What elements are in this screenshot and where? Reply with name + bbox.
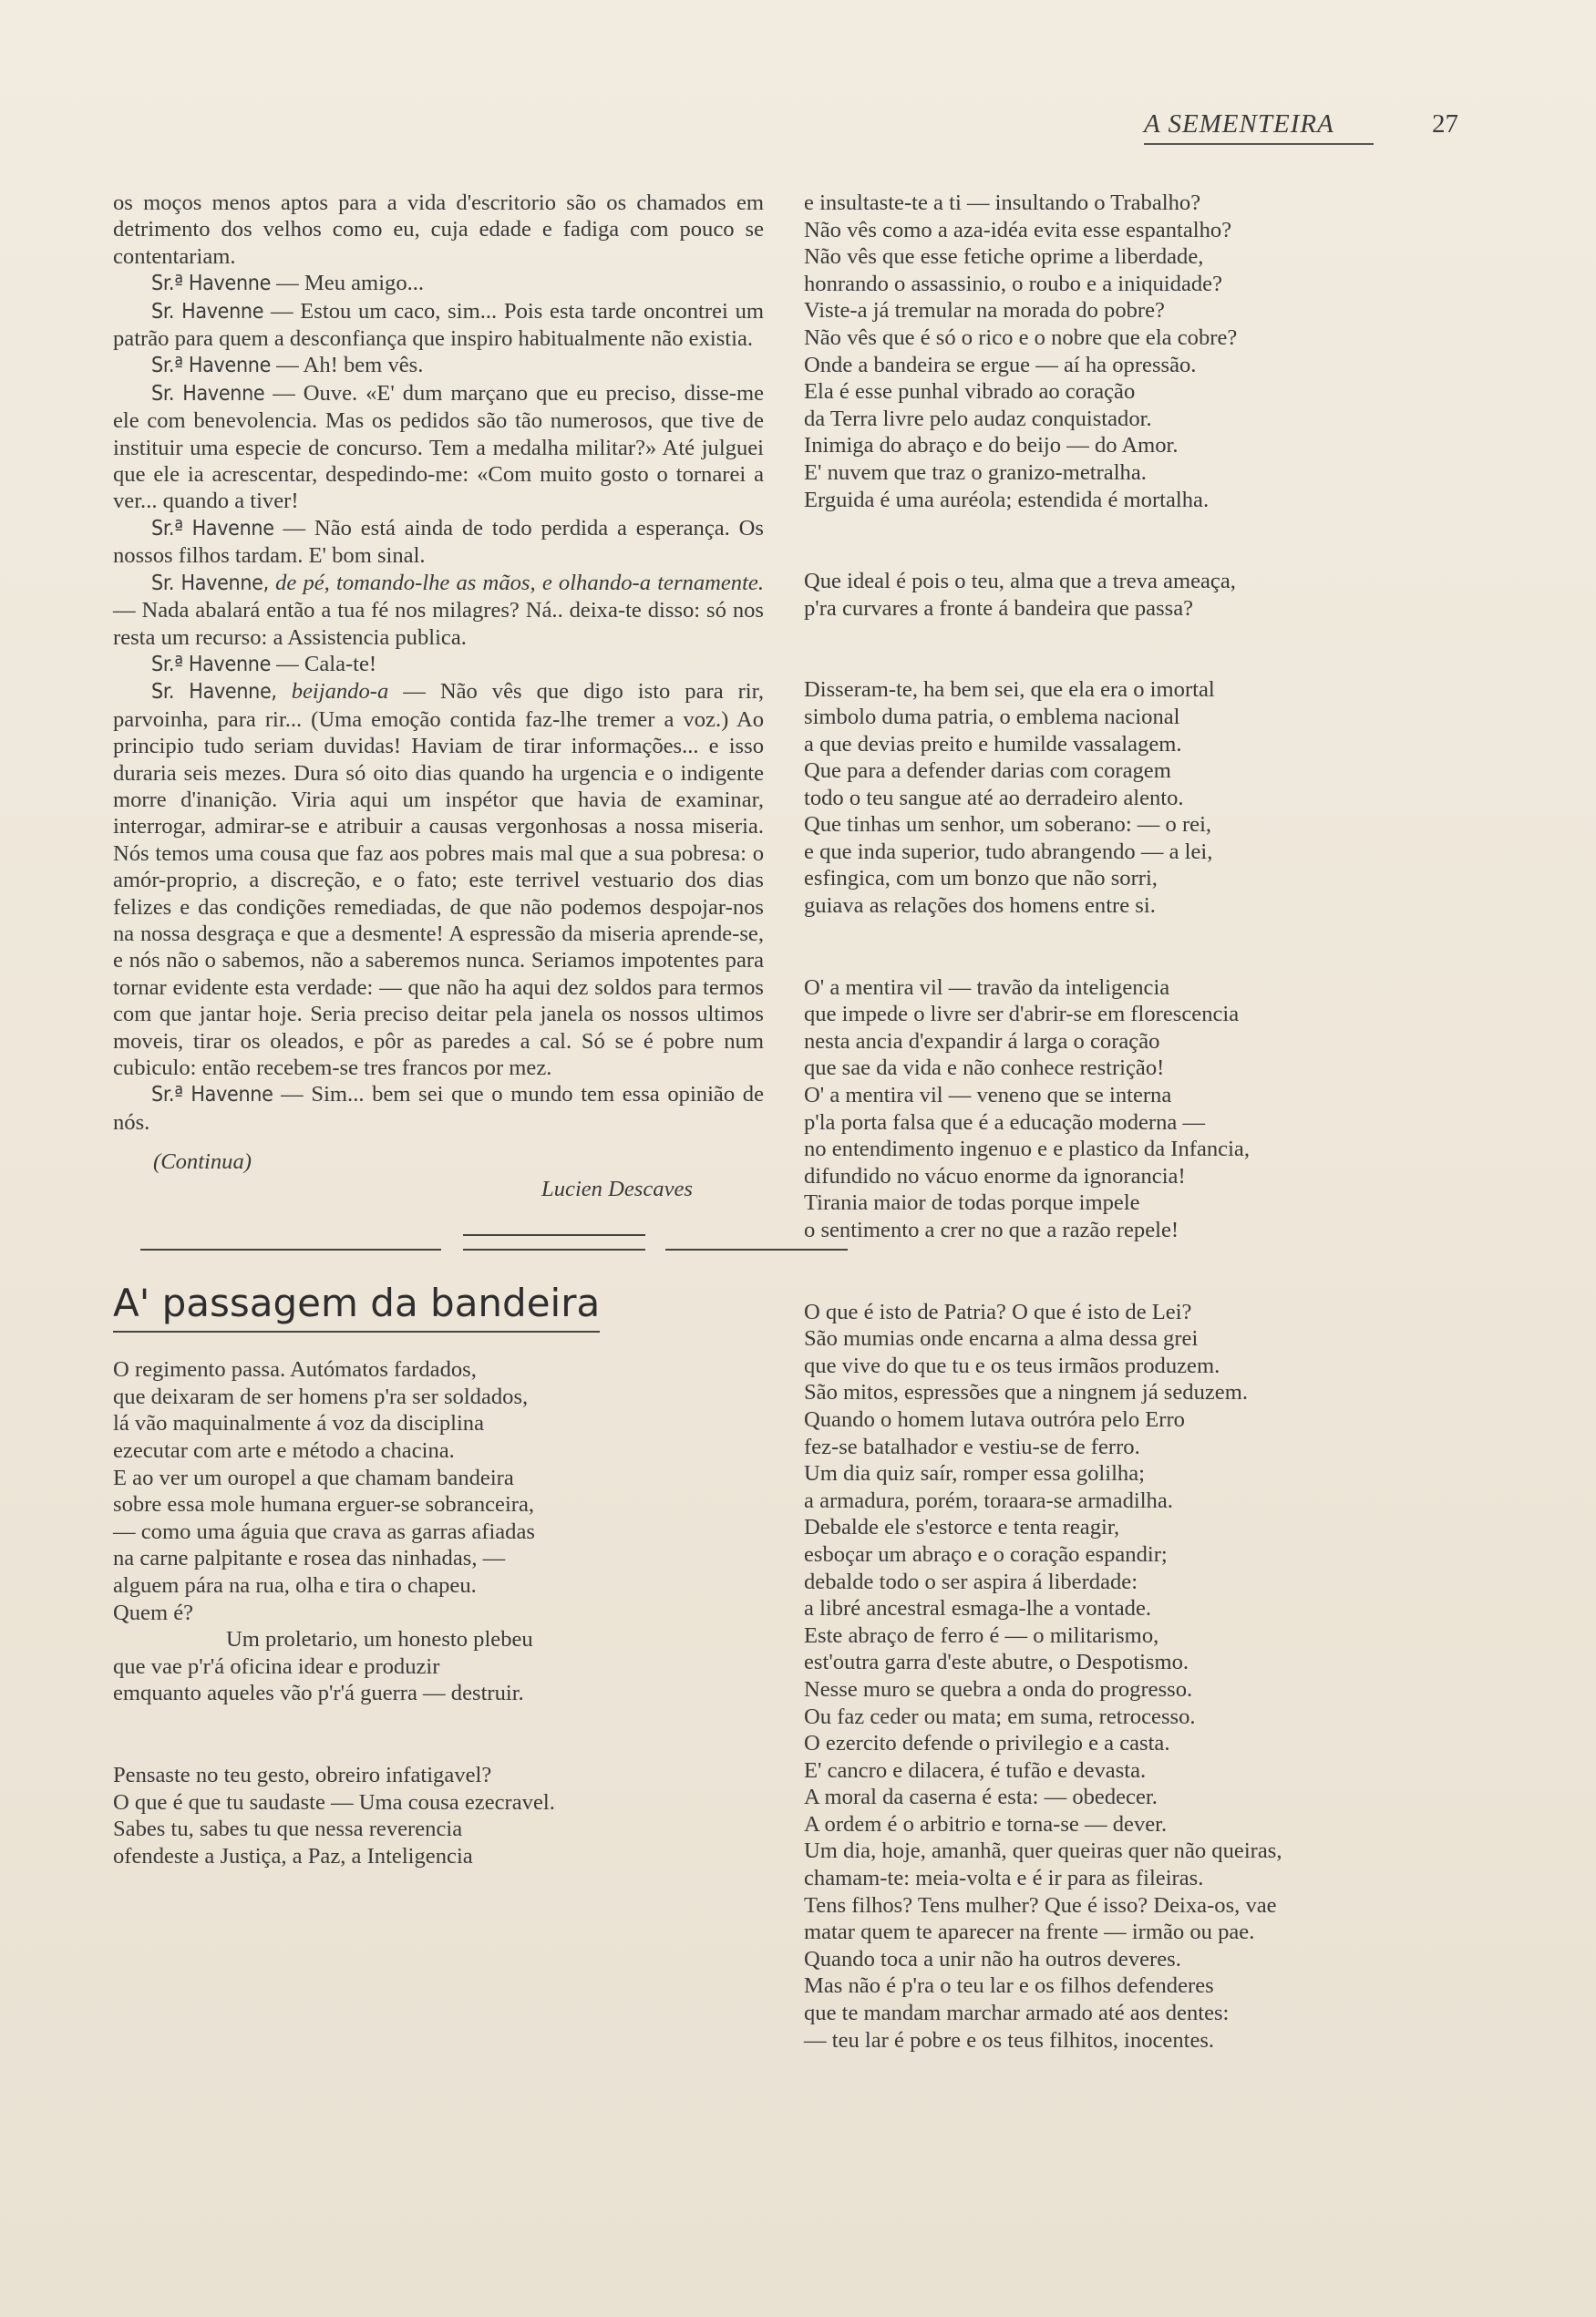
poem-line: O' a mentira vil — veneno que se interna [804, 1083, 1172, 1108]
speaker-name: Sr. Havenne [151, 299, 264, 324]
poem-line: Não vês que esse fetiche oprime a liberdade, [804, 244, 1204, 270]
poem-right-column [804, 190, 1442, 2054]
stage-direction: beijando-a [291, 679, 389, 705]
poem-line: sobre essa mole humana erguer-se sobranceira, [113, 1492, 535, 1518]
poem-line: honrando o assassinio, o roubo e a iniquidade? [804, 271, 1222, 296]
poem-stanza [804, 190, 1442, 513]
poem-line: O regimento passa. Autómatos fardados, [113, 1357, 477, 1383]
poem-line: Um dia quiz saír, romper essa golilha; [804, 1461, 1145, 1487]
stanza-gap [113, 1707, 764, 1762]
dialog-paragraph [113, 270, 764, 297]
poem-line: Ela é esse punhal vibrado ao coração [804, 379, 1136, 405]
poem-line: esboçar um abraço e o coração espandir; [804, 1541, 1168, 1567]
poem-line: Quando toca a unir não ha outros deveres. [804, 1946, 1181, 1972]
paragraph-text: — Nada abalará então a tua fé nos milagres? Ná.. deixa-te disso: só nos resta um recurso: a Assistencia publica. [113, 598, 764, 650]
right-column [804, 190, 1442, 2054]
poem-line: Sabes tu, sabes tu que nessa reverencia [113, 1817, 463, 1842]
poem-line: Debalde ele s'estorce e tenta reagir, [804, 1515, 1120, 1540]
paragraph-text: — Não vês que digo isto para rir, parvoinha, para rir... (Uma emoção contida faz-lhe tremer a voz.) Ao principio tudo seriam duvidas! Haviam de tirar informações... e isso duraria seis mezes. Dura só oito dias quando ha urgencia e o indigente morre d'inanição. Viria aqui um inspétor que havia de examinar, interrogar, admirar-se e atribuir a causas vergonhosas a nossa miseria. Nós temos uma cousa que faz aos pobres mais mal que a sua pobresa: o amór-proprio, a discreção, e o fato; este terrivel vestuario dos dias felizes e das condições remediadas, de que não podemos despojar-nos na nossa desgraça e que a desmente! A espressão da miseria aprende-se, e nós não o sabemos, não a saberemos nunca. Seriamos impotentes para tornar evidente esta verdade: — que não ha aqui dez soldos para termos com que jantar hoje. Seria preciso deitar pela janela os nossos ultimos moveis, tirar os oleados, e pôr as paredes a cal. Só se é pobre num cubiculo: então recebem-se tres francos por mez. [113, 679, 764, 1080]
header-underline [1144, 143, 1374, 145]
poem-line: E ao ver um ouropel a que chamam bandeira [113, 1465, 514, 1490]
poem-line: matar quem te aparecer na frente — irmão ou pae. [804, 1920, 1255, 1945]
dialog-paragraph [113, 1081, 764, 1136]
poem-line: Um proletario, um honesto plebeu [226, 1627, 533, 1653]
poem-line: — teu lar é pobre e os teus filhitos, inocentes. [804, 2027, 1215, 2053]
poem-stanza [804, 974, 1442, 1244]
continued-note: (Continua) [153, 1149, 252, 1175]
poem-line: E' nuvem que traz o granizo-metralha. [804, 459, 1147, 485]
paragraph-text: — Ouve. «E' dum marçano que eu preciso, disse-me ele com benevolencia. Mas os pedidos são tão numerosos, que tive de instituir uma especie de concurso. Tem a medalha militar?» Até julguei que ele ia acrescentar, despedindo-me: «Com muito gosto o tornarei a ver... quando a tiver! [113, 380, 764, 514]
speaker-name: Sr.ª Havenne [151, 516, 274, 541]
poem-line: e insultaste-te a ti — insultando o Trabalho? [804, 191, 1201, 215]
poem-line: todo o teu sangue até ao derradeiro alento. [804, 785, 1184, 810]
poem-line: que vae p'r'á oficina idear e produzir [113, 1653, 440, 1679]
dialog-paragraph [113, 678, 764, 1081]
paragraph-text: — Não está ainda de todo perdida a esperança. Os nossos filhos tardam. E' bom sinal. [113, 515, 764, 569]
poem-line: O ezercito defende o privilegio e a casta. [804, 1731, 1170, 1756]
paragraph-text: — Sim... bem sei que o mundo tem essa opinião de nós. [113, 1082, 764, 1135]
section-divider [113, 1221, 764, 1263]
speaker-name: Sr. Havenne [151, 381, 265, 406]
poem-line: Ou faz ceder ou mata; em suma, retrocesso. [804, 1704, 1196, 1729]
poem-line: na carne palpitante e rosea das ninhadas, — [113, 1546, 506, 1571]
dialog-paragraph [113, 352, 764, 379]
poem-line: difundido no vácuo enorme da ignorancia! [804, 1163, 1186, 1189]
poem-line: Tens filhos? Tens mulher? Que é isso? Deixa-os, vae [804, 1892, 1277, 1918]
poem-stanza [113, 1762, 764, 1869]
poem-line: São mitos, espressões que a ningnem já seduzem. [804, 1380, 1248, 1406]
publication-title: A SEMENTEIRA [1144, 109, 1334, 139]
poem-line: chamam-te: meia-volta e é ir para as fileiras. [804, 1866, 1204, 1891]
poem-line: ezecutar com arte e método a chacina. [113, 1438, 455, 1463]
poem-line: Um dia, hoje, amanhã, quer queiras quer não queiras, [804, 1838, 1282, 1864]
poem-line: Quando o homem lutava outróra pelo Erro [804, 1406, 1185, 1432]
speaker-name: Sr.ª Havenne [151, 272, 272, 296]
poem-line: p'ra curvares a fronte á bandeira que passa? [804, 595, 1194, 621]
dialog-paragraph [113, 651, 764, 678]
paragraph-text: — Ah! bem vês. [276, 353, 424, 378]
poem-line: O' a mentira vil — travão da inteligencia [804, 974, 1170, 1000]
poem-line: Inimiga do abraço e do beijo — do Amor. [804, 433, 1179, 458]
poem-line: que te mandam marchar armado até aos dentes: [804, 2001, 1230, 2026]
dialog-paragraph [113, 380, 764, 515]
poem-line: Mas não é p'ra o teu lar e os filhos defenderes [804, 1973, 1214, 1999]
poem-stanza [804, 676, 1442, 919]
poem-line: Pensaste no teu gesto, obreiro infatigavel? [113, 1762, 492, 1787]
speaker-name: Sr. Havenne, [151, 571, 269, 595]
poem-line: debalde todo o ser aspira á liberdade: [804, 1569, 1138, 1594]
poem-line: ofendeste a Justiça, a Paz, a Inteligencia [113, 1843, 473, 1869]
stanza-gap [804, 1244, 1442, 1299]
poem-line: Tirania maior de todas porque impele [804, 1190, 1140, 1216]
poem-line: Quem é? [113, 1600, 194, 1625]
poem-line: lá vão maquinalmente á voz da disciplina [113, 1411, 485, 1437]
page-number: 27 [1432, 109, 1458, 139]
poem-line: Este abraço de ferro é — o militarismo, [804, 1622, 1159, 1648]
poem-line: O que é que tu saudaste — Uma cousa ezecravel. [113, 1789, 555, 1815]
poem-stanza [804, 1299, 1442, 2054]
poem-line: Nesse muro se quebra a onda do progresso. [804, 1676, 1193, 1702]
play-text [113, 190, 764, 1136]
poem-line: nesta ancia d'expandir á larga o coração [804, 1028, 1160, 1054]
poem-line: Não vês que é só o rico e o nobre que ela cobre? [804, 324, 1238, 350]
paragraph-text: — Estou um caco, sim... Pois esta tarde oncontrei um patrão para quem a desconfiança que inspiro habitualmente não existia. [113, 298, 764, 352]
paragraph-text: os moços menos aptos para a vida d'escritorio são os chamados em detrimento dos velhos como eu, cuja edade e fadiga com pouco se contentariam. [113, 191, 764, 269]
poem-line: no entendimento ingenuo e e plastico da Infancia, [804, 1137, 1250, 1162]
poem-line: o sentimento a crer no que a razão repele! [804, 1218, 1179, 1242]
poem-line: guiava as relações dos homens entre si. [804, 893, 1156, 919]
paragraph-text: — Meu amigo... [276, 271, 425, 296]
poem-line: fez-se batalhador e vestiu-se de ferro. [804, 1434, 1140, 1459]
poem-stanza [113, 1356, 764, 1707]
poem-line: Viste-a já tremular na morada do pobre? [804, 298, 1165, 324]
poem-line: A moral da caserna é esta: — obedecer. [804, 1785, 1158, 1810]
poem-line: — como uma águia que crava as garras afiadas [113, 1519, 535, 1544]
stanza-gap [804, 513, 1442, 568]
left-column [113, 190, 764, 1869]
stage-direction: de pé, tomando-lhe as mãos, e olhando-a ternamente. [275, 570, 764, 595]
poem-line: São mumias onde encarna a alma dessa grei [804, 1326, 1199, 1352]
dialog-paragraph [113, 570, 764, 651]
stanza-gap [804, 920, 1442, 974]
poem-line: alguem pára na rua, olha e tira o chapeu. [113, 1572, 477, 1598]
poem-line: est'outra garra d'este abutre, o Despotismo. [804, 1650, 1189, 1675]
poem-line: Onde a bandeira se ergue — aí ha opressão. [804, 352, 1197, 377]
poem-line: Que tinhas um senhor, um soberano: — o rei, [804, 812, 1212, 838]
speaker-name: Sr.ª Havenne [151, 652, 272, 676]
speaker-name: Sr.ª Havenne [151, 1083, 273, 1107]
poem-line: Disseram-te, ha bem sei, que ela era o imortal [804, 677, 1215, 703]
dialog-paragraph [113, 515, 764, 570]
poem-line: E' cancro e dilacera, é tufão e devasta. [804, 1757, 1147, 1783]
poem-left-column [113, 1356, 764, 1869]
dialog-paragraph [113, 298, 764, 353]
speaker-name: Sr. Havenne, [151, 680, 277, 705]
text-paragraph [113, 190, 764, 270]
poem-line: Que ideal é pois o teu, alma que a treva ameaça, [804, 569, 1236, 594]
poem-line: Que para a defender darias com coragem [804, 758, 1171, 784]
poem-line: simbolo duma patria, o emblema nacional [804, 704, 1180, 729]
stanza-gap [804, 622, 1442, 676]
poem-line: a que devias preito e humilde vassalagem. [804, 731, 1182, 757]
poem-line: O que é isto de Patria? O que é isto de Lei? [804, 1299, 1192, 1324]
poem-stanza [804, 568, 1442, 622]
poem-line: p'la porta falsa que é a educação moderna — [804, 1109, 1206, 1135]
poem-line: Não vês como a aza-idéa evita esse espantalho? [804, 217, 1232, 242]
poem-line: Erguida é uma auréola; estendida é mortalha. [804, 487, 1210, 512]
poem-line: a armadura, porém, toraara-se armadilha. [804, 1488, 1173, 1513]
paragraph-text: — Cala-te! [276, 651, 377, 676]
author-signature: Lucien Descaves [541, 1177, 693, 1202]
poem-line: A ordem é o arbitrio e torna-se — dever. [804, 1811, 1168, 1837]
poem-line: e que inda superior, tudo abrangendo — a lei, [804, 839, 1213, 864]
poem-line: esfingica, com um bonzo que não sorri, [804, 866, 1158, 891]
poem-line: que vive do que tu e os teus irmãos produzem. [804, 1353, 1220, 1378]
poem-title: A' passagem da bandeira [113, 1280, 600, 1333]
running-header [1144, 109, 1458, 146]
poem-line: que impede o livre ser d'abrir-se em florescencia [804, 1002, 1240, 1027]
poem-line: que sae da vida e não conhece restrição! [804, 1056, 1165, 1081]
poem-line: emquanto aqueles vão p'r'á guerra — destruir. [113, 1681, 524, 1706]
speaker-name: Sr.ª Havenne [151, 354, 272, 378]
poem-line: da Terra livre pelo audaz conquistador. [804, 406, 1152, 431]
poem-line: a libré ancestral esmaga-lhe a vontade. [804, 1596, 1152, 1622]
poem-line: que deixaram de ser homens p'ra ser soldados, [113, 1384, 529, 1409]
